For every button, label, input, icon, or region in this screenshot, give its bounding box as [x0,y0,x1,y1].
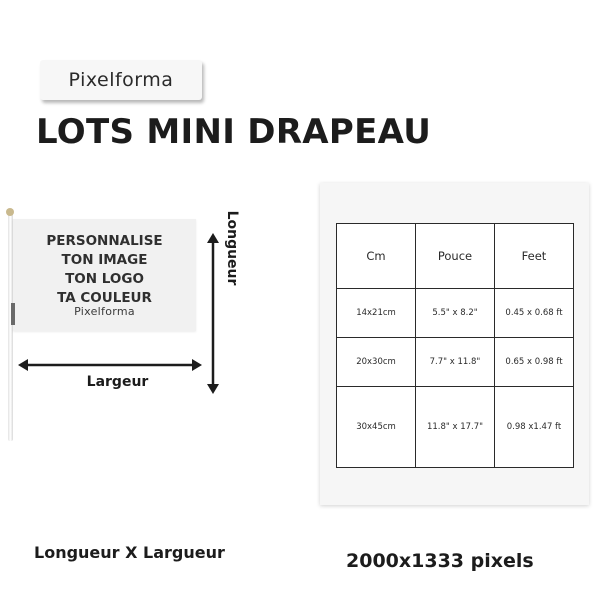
table-header-row [337,224,574,289]
table-cell: 30x45cm [337,387,416,468]
resolution-caption: 2000x1333 pixels [346,550,534,572]
height-arrow-icon [207,233,219,394]
table-cell: 20x30cm [337,338,416,387]
table-row [337,387,574,468]
table-cell: 14x21cm [337,289,416,338]
table-cell: 7.7" x 11.8" [416,338,495,387]
flag-text-line: TON LOGO [65,271,144,287]
flag-text-line: PERSONNALISE [46,233,163,249]
width-label: Largeur [86,374,149,390]
table-row [337,338,574,387]
column-header-feet: Feet [495,224,574,289]
size-table [336,223,574,468]
table-cell: 0.65 x 0.98 ft [495,338,574,387]
flag-text-line: TA COULEUR [57,290,152,306]
page-title: LOTS MINI DRAPEAU [36,112,432,152]
brand-logo-text: Pixelforma [68,69,174,91]
size-table-panel [320,183,589,505]
table-cell: 0.98 x1.47 ft [495,387,574,468]
column-header-pouce: Pouce [416,224,495,289]
table-cell: 11.8" x 17.7" [416,387,495,468]
table-cell: 5.5" x 8.2" [416,289,495,338]
height-label: Longueur [224,210,240,286]
flag-text-line: TON IMAGE [61,252,148,268]
width-arrow-icon [18,359,202,371]
table-row [337,289,574,338]
flag-logo-text: Pixelforma [74,305,135,318]
table-cell: 0.45 x 0.68 ft [495,289,574,338]
column-header-cm: Cm [337,224,416,289]
dimension-caption: Longueur X Largueur [34,543,225,562]
